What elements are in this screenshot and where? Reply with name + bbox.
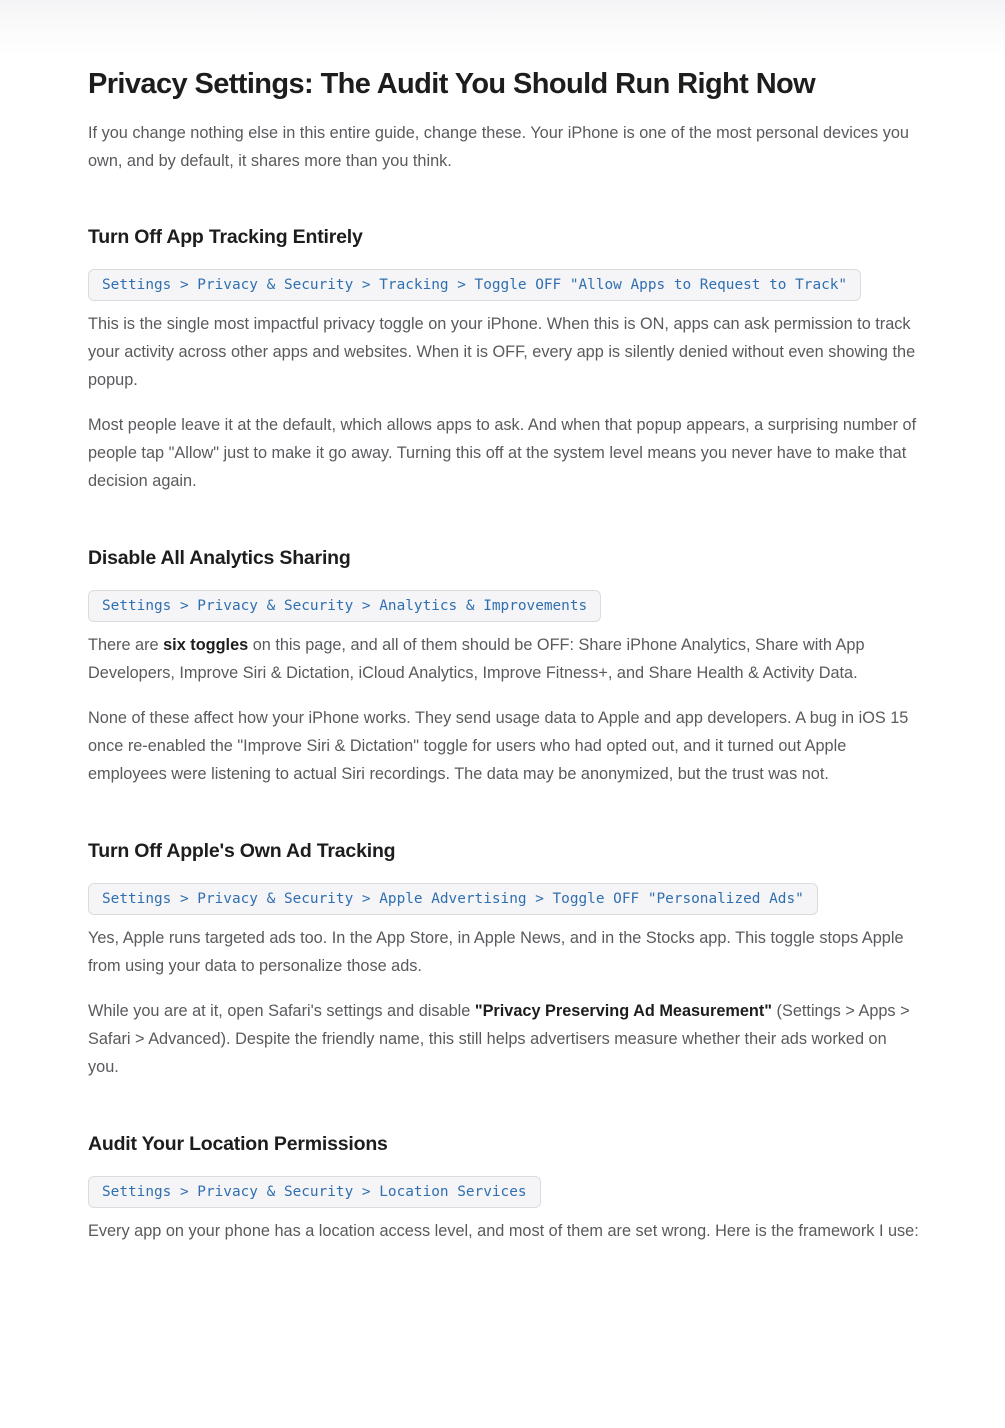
page-title: Privacy Settings: The Audit You Should Run Right Now bbox=[88, 68, 816, 100]
section-location bbox=[88, 1130, 920, 1246]
text-run: on this page, and all of them should be OFF: Share iPhone Analytics, Share with App Developers, Improve Siri & Dictation, iCloud Analytics, Improve Fitness+, and Share Health & Activity Data. bbox=[88, 635, 865, 682]
section-analytics bbox=[88, 544, 920, 789]
settings-path-code: Settings > Privacy & Security > Analytics & Improvements bbox=[88, 590, 601, 622]
intro-paragraph: If you change nothing else in this entire guide, change these. Your iPhone is one of the most personal devices you own, and by default, it shares more than you think. bbox=[88, 124, 909, 170]
top-shadow bbox=[0, 0, 1005, 56]
section-heading: Audit Your Location Permissions bbox=[88, 1132, 388, 1155]
bold-text: "Privacy Preserving Ad Measurement" bbox=[474, 1002, 773, 1021]
section-app-tracking bbox=[88, 223, 920, 496]
body-paragraph bbox=[88, 632, 920, 688]
body-paragraph: Yes, Apple runs targeted ads too. In the App Store, in Apple News, and in the Stocks app. This toggle stops Apple from using your data to personalize those ads. bbox=[88, 928, 904, 975]
body-paragraph: Every app on your phone has a location access level, and most of them are set wrong. Here is the framework I use: bbox=[88, 1221, 919, 1240]
section-heading: Disable All Analytics Sharing bbox=[88, 546, 351, 569]
text-run: There are bbox=[88, 635, 164, 654]
section-heading: Turn Off Apple's Own Ad Tracking bbox=[88, 839, 396, 862]
bold-text: six toggles bbox=[163, 635, 249, 654]
section-apple-ads bbox=[88, 837, 920, 1082]
settings-path-code: Settings > Privacy & Security > Apple Advertising > Toggle OFF "Personalized Ads" bbox=[88, 883, 818, 915]
settings-path-code: Settings > Privacy & Security > Tracking > Toggle OFF "Allow Apps to Request to Track" bbox=[88, 269, 861, 301]
article bbox=[88, 64, 920, 1246]
text-run: While you are at it, open Safari's settings and disable bbox=[88, 1002, 475, 1021]
body-paragraph bbox=[88, 998, 920, 1081]
body-paragraph: This is the single most impactful privacy toggle on your iPhone. When this is ON, apps can ask permission to track your activity across other apps and websites. When it is OFF, every app is silently denied without even showing the popup. bbox=[88, 315, 916, 389]
section-heading: Turn Off App Tracking Entirely bbox=[88, 226, 363, 248]
body-paragraph: None of these affect how your iPhone works. They send usage data to Apple and app developers. A bug in iOS 15 once re-enabled the "Improve Siri & Dictation" toggle for users who had opted out, and it turned out Apple employees were listening to actual Siri recordings. The data may be anonymized, but the trust was not. bbox=[88, 709, 909, 783]
text-run: (Settings > Apps > Safari > Advanced). Despite the friendly name, this still helps advertisers measure whether their ads worked on you. bbox=[88, 1002, 910, 1076]
settings-path-code: Settings > Privacy & Security > Location Services bbox=[88, 1176, 541, 1208]
body-paragraph: Most people leave it at the default, which allows apps to ask. And when that popup appears, a surprising number of people tap "Allow" just to make it go away. Turning this off at the system level means you never have to make that decision again. bbox=[88, 416, 917, 490]
